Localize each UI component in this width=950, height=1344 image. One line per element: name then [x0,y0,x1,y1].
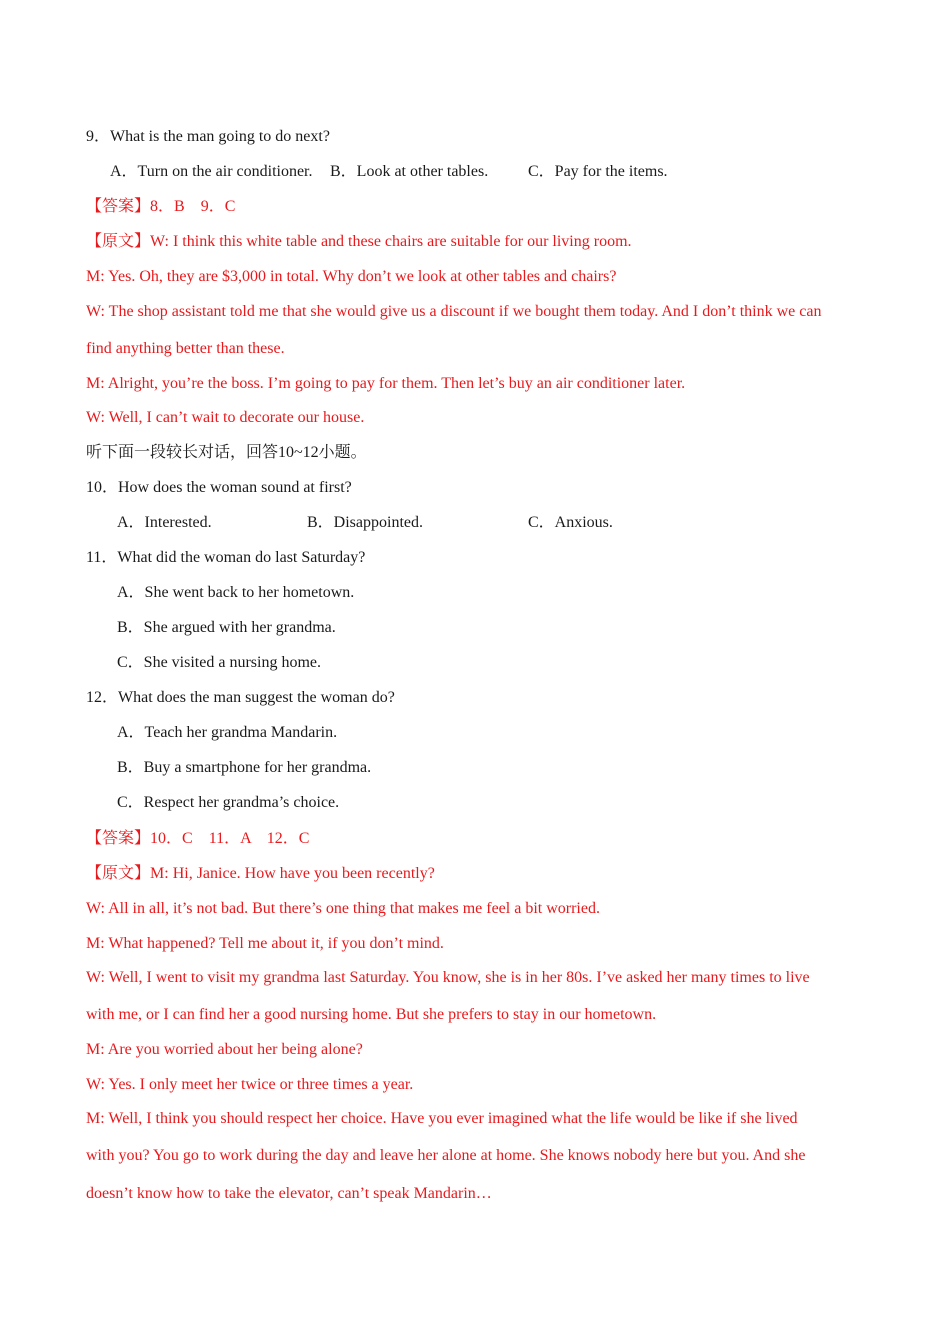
answer-block-1 [86,197,235,217]
question-9-option-a: A．Turn on the air conditioner. [110,163,313,180]
section-instruction: 听下面一段较长对话，回答10~12小题。 [86,444,367,461]
transcript-1-line-3: W: The shop assistant told me that she would give us a discount if we bought them today. And I don’t think we can [86,303,822,320]
transcript-2-line-5: with me, or I can find her a good nursing home. But she prefers to stay in our hometown. [86,1006,657,1023]
question-10-option-b: B．Disappointed. [307,514,423,531]
question-12-option-a: A．Teach her grandma Mandarin. [117,724,338,741]
transcript-1-line-2: M: Yes. Oh, they are $3,000 in total. Why don’t we look at other tables and chairs? [86,268,617,285]
transcript-2-line-6: M: Are you worried about her being alone? [86,1041,363,1058]
transcript-1-line-4: find anything better than these. [86,340,285,357]
answer-tag: 【答案】 [86,830,151,847]
answer-tag: 【答案】 [86,198,151,215]
transcript-tag: 【原文】 [86,233,151,250]
transcript-1-line-5: M: Alright, you’re the boss. I’m going to pay for them. Then let’s buy an air conditioner later. [86,375,686,392]
transcript-2-line-8: M: Well, I think you should respect her choice. Have you ever imagined what the life would be like if she lived [86,1110,798,1127]
transcript-2-line-4: W: Well, I went to visit my grandma last Saturday. You know, she is in her 80s. I’ve asked her many times to live [86,969,810,986]
transcript-2-line-7: W: Yes. I only meet her twice or three times a year. [86,1076,414,1093]
question-11-option-b: B．She argued with her grandma. [117,619,336,636]
answer-text: 10．C 11．A 12．C [150,830,310,847]
transcript-1-line-1 [86,232,632,252]
question-12-option-b: B．Buy a smartphone for her grandma. [117,759,372,776]
transcript-2-line-10: doesn’t know how to take the elevator, can’t speak Mandarin… [86,1185,492,1202]
question-10-stem: 10．How does the woman sound at first? [86,479,352,496]
transcript-2-line-3: M: What happened? Tell me about it, if you don’t mind. [86,935,444,952]
answer-block-2 [86,829,309,849]
answer-text: 8．B 9．C [150,198,236,215]
question-11-option-a: A．She went back to her hometown. [117,584,355,601]
question-11-option-c: C．She visited a nursing home. [117,654,321,671]
transcript-2-line-1 [86,864,435,884]
transcript-text: W: I think this white table and these chairs are suitable for our living room. [150,233,632,250]
question-12-stem: 12．What does the man suggest the woman do? [86,689,395,706]
question-9-option-c: C．Pay for the items. [528,163,668,180]
transcript-2-line-2: W: All in all, it’s not bad. But there’s one thing that makes me feel a bit worried. [86,900,600,917]
question-10-option-a: A．Interested. [117,514,212,531]
question-10-option-c: C．Anxious. [528,514,613,531]
transcript-1-line-6: W: Well, I can’t wait to decorate our house. [86,409,365,426]
question-12-option-c: C．Respect her grandma’s choice. [117,794,340,811]
question-9-option-b: B．Look at other tables. [330,163,489,180]
transcript-tag: 【原文】 [86,865,151,882]
question-11-stem: 11．What did the woman do last Saturday? [86,549,366,566]
transcript-2-line-9: with you? You go to work during the day and leave her alone at home. She knows nobody here but you. And she [86,1147,806,1164]
question-9-stem: 9．What is the man going to do next? [86,128,330,145]
transcript-text: M: Hi, Janice. How have you been recently? [150,865,435,882]
